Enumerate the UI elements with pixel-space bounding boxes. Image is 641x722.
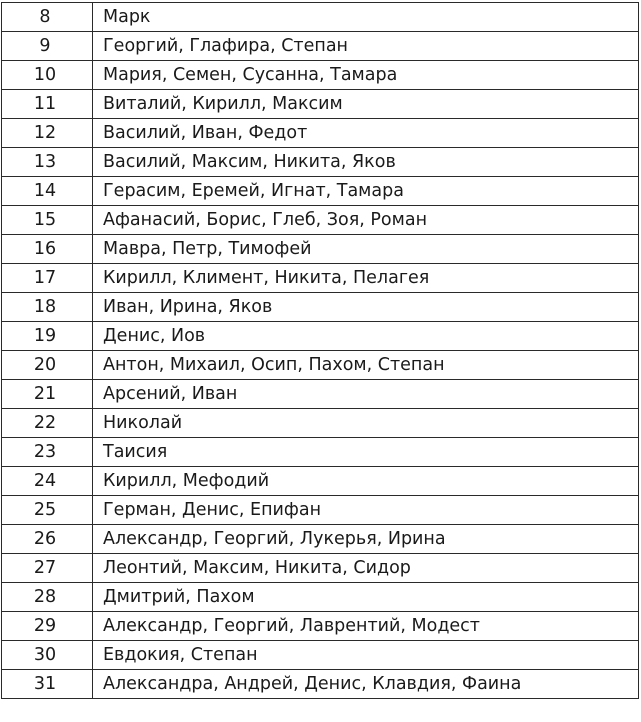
names-cell: Герман, Денис, Епифан bbox=[93, 496, 639, 525]
names-cell: Кирилл, Мефодий bbox=[93, 467, 639, 496]
day-number-cell: 17 bbox=[2, 264, 93, 293]
names-cell: Василий, Максим, Никита, Яков bbox=[93, 148, 639, 177]
names-cell: Афанасий, Борис, Глеб, Зоя, Роман bbox=[93, 206, 639, 235]
table-row bbox=[2, 235, 639, 264]
names-cell: Таисия bbox=[93, 438, 639, 467]
names-cell: Марк bbox=[93, 3, 639, 32]
table-row bbox=[2, 612, 639, 641]
names-cell: Арсений, Иван bbox=[93, 380, 639, 409]
day-number-cell: 19 bbox=[2, 322, 93, 351]
name-days-table bbox=[1, 2, 639, 699]
names-cell: Мария, Семен, Сусанна, Тамара bbox=[93, 61, 639, 90]
table-row bbox=[2, 322, 639, 351]
day-number-cell: 11 bbox=[2, 90, 93, 119]
table-row bbox=[2, 90, 639, 119]
table-row bbox=[2, 380, 639, 409]
day-number-cell: 30 bbox=[2, 641, 93, 670]
names-cell: Иван, Ирина, Яков bbox=[93, 293, 639, 322]
day-number-cell: 21 bbox=[2, 380, 93, 409]
names-cell: Кирилл, Климент, Никита, Пелагея bbox=[93, 264, 639, 293]
names-cell: Денис, Иов bbox=[93, 322, 639, 351]
day-number-cell: 16 bbox=[2, 235, 93, 264]
table-body bbox=[2, 3, 639, 699]
table-row bbox=[2, 438, 639, 467]
table-row bbox=[2, 467, 639, 496]
day-number-cell: 23 bbox=[2, 438, 93, 467]
names-cell: Николай bbox=[93, 409, 639, 438]
names-cell: Александр, Георгий, Лаврентий, Модест bbox=[93, 612, 639, 641]
day-number-cell: 10 bbox=[2, 61, 93, 90]
names-cell: Герасим, Еремей, Игнат, Тамара bbox=[93, 177, 639, 206]
day-number-cell: 27 bbox=[2, 554, 93, 583]
table-row bbox=[2, 409, 639, 438]
names-cell: Василий, Иван, Федот bbox=[93, 119, 639, 148]
day-number-cell: 25 bbox=[2, 496, 93, 525]
table-row bbox=[2, 32, 639, 61]
table-row bbox=[2, 554, 639, 583]
day-number-cell: 22 bbox=[2, 409, 93, 438]
table-row bbox=[2, 351, 639, 380]
table-row bbox=[2, 61, 639, 90]
day-number-cell: 26 bbox=[2, 525, 93, 554]
names-cell: Дмитрий, Пахом bbox=[93, 583, 639, 612]
names-cell: Александр, Георгий, Лукерья, Ирина bbox=[93, 525, 639, 554]
table-row bbox=[2, 264, 639, 293]
table-row bbox=[2, 670, 639, 699]
day-number-cell: 29 bbox=[2, 612, 93, 641]
names-cell: Евдокия, Степан bbox=[93, 641, 639, 670]
names-cell: Антон, Михаил, Осип, Пахом, Степан bbox=[93, 351, 639, 380]
table-row bbox=[2, 3, 639, 32]
table-row bbox=[2, 148, 639, 177]
day-number-cell: 18 bbox=[2, 293, 93, 322]
day-number-cell: 24 bbox=[2, 467, 93, 496]
table-row bbox=[2, 496, 639, 525]
table-row bbox=[2, 177, 639, 206]
day-number-cell: 20 bbox=[2, 351, 93, 380]
day-number-cell: 14 bbox=[2, 177, 93, 206]
day-number-cell: 31 bbox=[2, 670, 93, 699]
table-row bbox=[2, 119, 639, 148]
names-cell: Мавра, Петр, Тимофей bbox=[93, 235, 639, 264]
day-number-cell: 9 bbox=[2, 32, 93, 61]
day-number-cell: 28 bbox=[2, 583, 93, 612]
day-number-cell: 13 bbox=[2, 148, 93, 177]
day-number-cell: 8 bbox=[2, 3, 93, 32]
table-row bbox=[2, 583, 639, 612]
table-row bbox=[2, 641, 639, 670]
table-row bbox=[2, 293, 639, 322]
names-cell: Виталий, Кирилл, Максим bbox=[93, 90, 639, 119]
table-row bbox=[2, 206, 639, 235]
names-cell: Георгий, Глафира, Степан bbox=[93, 32, 639, 61]
names-cell: Александра, Андрей, Денис, Клавдия, Фаина bbox=[93, 670, 639, 699]
table-row bbox=[2, 525, 639, 554]
day-number-cell: 15 bbox=[2, 206, 93, 235]
day-number-cell: 12 bbox=[2, 119, 93, 148]
names-cell: Леонтий, Максим, Никита, Сидор bbox=[93, 554, 639, 583]
